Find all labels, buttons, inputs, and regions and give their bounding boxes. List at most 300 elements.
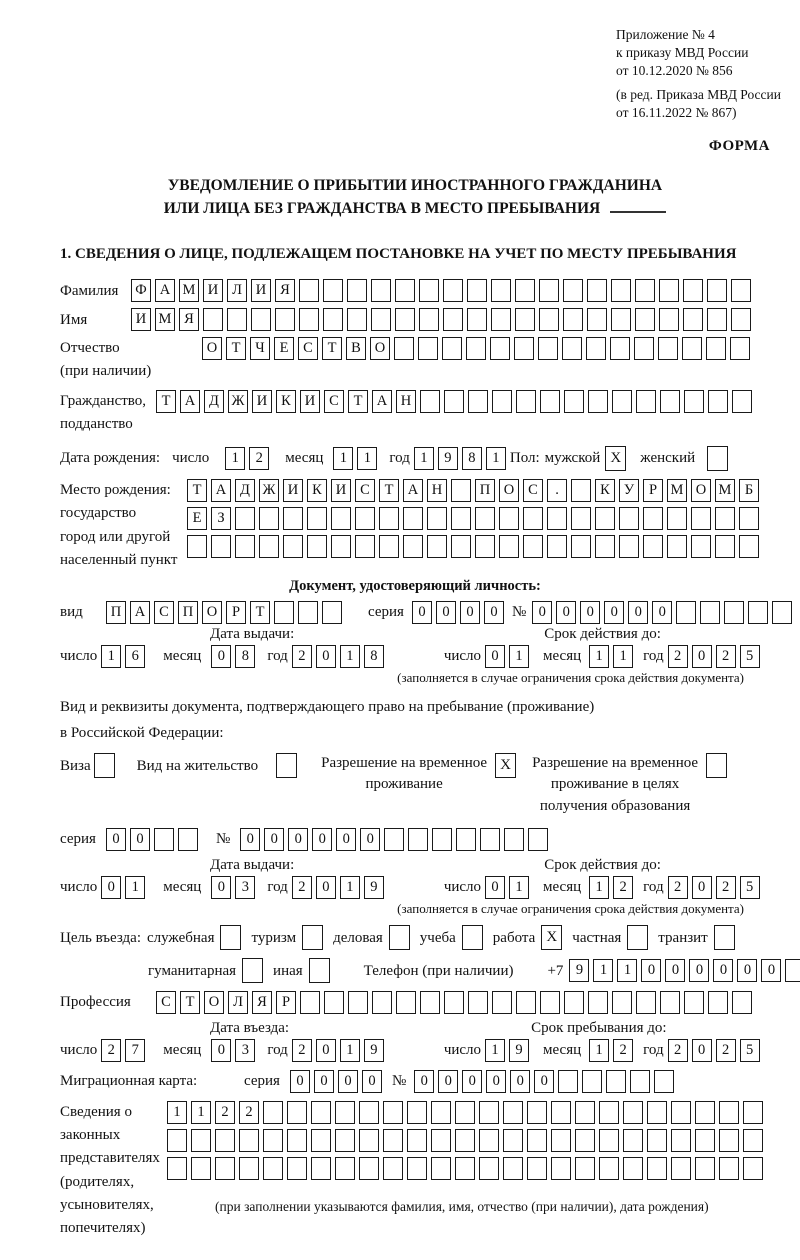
char-cell[interactable] [707, 308, 727, 331]
char-cell[interactable] [371, 308, 391, 331]
char-cell[interactable] [479, 1101, 499, 1124]
char-cell[interactable] [599, 1101, 619, 1124]
char-cell[interactable]: 0 [689, 959, 709, 982]
char-cell[interactable] [612, 390, 632, 413]
char-cell[interactable] [311, 1101, 331, 1124]
char-cell[interactable]: 0 [485, 876, 505, 899]
char-cell[interactable]: Н [396, 390, 416, 413]
char-cell[interactable] [743, 1101, 763, 1124]
char-cell[interactable]: М [715, 479, 735, 502]
char-cell[interactable]: 0 [314, 1070, 334, 1093]
char-cell[interactable] [227, 308, 247, 331]
char-cell[interactable] [383, 1129, 403, 1152]
char-cell[interactable] [564, 991, 584, 1014]
surname-cells[interactable] [131, 279, 755, 302]
phone-cells[interactable] [569, 959, 800, 982]
char-cell[interactable]: И [252, 390, 272, 413]
char-cell[interactable] [503, 1157, 523, 1180]
char-cell[interactable] [191, 1157, 211, 1180]
char-cell[interactable]: . [547, 479, 567, 502]
char-cell[interactable] [540, 390, 560, 413]
char-cell[interactable] [516, 390, 536, 413]
char-cell[interactable]: П [475, 479, 495, 502]
char-cell[interactable] [490, 337, 510, 360]
mig-series-cells[interactable] [290, 1070, 386, 1093]
char-cell[interactable]: Ж [259, 479, 279, 502]
char-cell[interactable]: 0 [556, 601, 576, 624]
char-cell[interactable] [691, 535, 711, 558]
char-cell[interactable]: К [276, 390, 296, 413]
char-cell[interactable] [667, 507, 687, 530]
char-cell[interactable]: Т [322, 337, 342, 360]
char-cell[interactable]: 0 [462, 1070, 482, 1093]
char-cell[interactable] [647, 1101, 667, 1124]
citizenship-cells[interactable] [156, 390, 756, 413]
char-cell[interactable] [523, 507, 543, 530]
char-cell[interactable]: У [619, 479, 639, 502]
char-cell[interactable] [187, 535, 207, 558]
char-cell[interactable]: 2 [668, 1039, 688, 1062]
char-cell[interactable]: О [204, 991, 224, 1014]
char-cell[interactable] [299, 279, 319, 302]
char-cell[interactable]: О [691, 479, 711, 502]
char-cell[interactable]: 2 [716, 876, 736, 899]
char-cell[interactable] [178, 828, 198, 851]
char-cell[interactable]: 0 [130, 828, 150, 851]
char-cell[interactable] [467, 279, 487, 302]
char-cell[interactable]: И [203, 279, 223, 302]
char-cell[interactable] [395, 308, 415, 331]
char-cell[interactable]: 1 [509, 876, 529, 899]
char-cell[interactable] [307, 507, 327, 530]
purpose-tourism-checkbox[interactable] [302, 925, 323, 950]
char-cell[interactable]: 7 [125, 1039, 145, 1062]
char-cell[interactable]: 0 [106, 828, 126, 851]
char-cell[interactable] [359, 1157, 379, 1180]
char-cell[interactable] [700, 601, 720, 624]
char-cell[interactable]: 5 [740, 1039, 760, 1062]
char-cell[interactable]: 2 [292, 876, 312, 899]
birthplace-cells-row1[interactable] [187, 479, 763, 502]
char-cell[interactable]: Б [739, 479, 759, 502]
char-cell[interactable] [724, 601, 744, 624]
char-cell[interactable] [636, 991, 656, 1014]
char-cell[interactable] [443, 308, 463, 331]
char-cell[interactable]: О [499, 479, 519, 502]
char-cell[interactable] [287, 1157, 307, 1180]
char-cell[interactable]: 0 [486, 1070, 506, 1093]
legal-rep-cells-row1[interactable] [167, 1101, 767, 1124]
char-cell[interactable]: А [403, 479, 423, 502]
char-cell[interactable]: 0 [412, 601, 432, 624]
id-series-cells[interactable] [412, 601, 508, 624]
char-cell[interactable] [455, 1157, 475, 1180]
char-cell[interactable] [730, 337, 750, 360]
char-cell[interactable]: 1 [414, 447, 434, 470]
char-cell[interactable] [403, 535, 423, 558]
char-cell[interactable] [203, 308, 223, 331]
char-cell[interactable]: С [324, 390, 344, 413]
char-cell[interactable]: С [523, 479, 543, 502]
char-cell[interactable]: 0 [211, 876, 231, 899]
char-cell[interactable] [571, 535, 591, 558]
char-cell[interactable]: 1 [617, 959, 637, 982]
char-cell[interactable] [431, 1157, 451, 1180]
char-cell[interactable] [739, 507, 759, 530]
char-cell[interactable]: 0 [761, 959, 781, 982]
char-cell[interactable]: 1 [589, 876, 609, 899]
char-cell[interactable] [239, 1129, 259, 1152]
char-cell[interactable]: 0 [628, 601, 648, 624]
char-cell[interactable] [682, 337, 702, 360]
char-cell[interactable] [587, 308, 607, 331]
char-cell[interactable] [395, 279, 415, 302]
char-cell[interactable]: И [251, 279, 271, 302]
char-cell[interactable]: 1 [485, 1039, 505, 1062]
char-cell[interactable] [676, 601, 696, 624]
char-cell[interactable] [636, 390, 656, 413]
char-cell[interactable] [588, 991, 608, 1014]
char-cell[interactable] [431, 1101, 451, 1124]
char-cell[interactable]: 2 [249, 447, 269, 470]
char-cell[interactable] [311, 1129, 331, 1152]
char-cell[interactable]: 0 [312, 828, 332, 851]
char-cell[interactable] [491, 308, 511, 331]
char-cell[interactable] [215, 1129, 235, 1152]
purpose-transit-checkbox[interactable] [714, 925, 735, 950]
char-cell[interactable]: А [180, 390, 200, 413]
char-cell[interactable] [595, 507, 615, 530]
char-cell[interactable]: 8 [462, 447, 482, 470]
char-cell[interactable]: 0 [604, 601, 624, 624]
char-cell[interactable]: Ч [250, 337, 270, 360]
char-cell[interactable]: К [307, 479, 327, 502]
purpose-humanitarian-checkbox[interactable] [242, 958, 263, 983]
char-cell[interactable] [772, 601, 792, 624]
char-cell[interactable] [275, 308, 295, 331]
char-cell[interactable] [731, 308, 751, 331]
char-cell[interactable]: 1 [340, 645, 360, 668]
char-cell[interactable]: Д [235, 479, 255, 502]
char-cell[interactable] [283, 507, 303, 530]
char-cell[interactable]: 0 [692, 876, 712, 899]
char-cell[interactable] [492, 390, 512, 413]
char-cell[interactable] [167, 1157, 187, 1180]
char-cell[interactable] [432, 828, 452, 851]
char-cell[interactable]: 2 [668, 876, 688, 899]
char-cell[interactable] [451, 535, 471, 558]
char-cell[interactable]: И [300, 390, 320, 413]
char-cell[interactable] [547, 535, 567, 558]
char-cell[interactable] [659, 308, 679, 331]
char-cell[interactable] [635, 279, 655, 302]
char-cell[interactable] [427, 535, 447, 558]
char-cell[interactable]: 1 [589, 1039, 609, 1062]
char-cell[interactable] [383, 1157, 403, 1180]
char-cell[interactable] [443, 279, 463, 302]
char-cell[interactable] [311, 1157, 331, 1180]
purpose-study-checkbox[interactable] [462, 925, 483, 950]
char-cell[interactable] [540, 991, 560, 1014]
char-cell[interactable] [671, 1129, 691, 1152]
char-cell[interactable]: 6 [125, 645, 145, 668]
char-cell[interactable] [558, 1070, 578, 1093]
char-cell[interactable] [684, 991, 704, 1014]
char-cell[interactable] [348, 991, 368, 1014]
char-cell[interactable] [442, 337, 462, 360]
res-valid-day-cells[interactable] [485, 876, 533, 899]
char-cell[interactable]: 2 [716, 1039, 736, 1062]
char-cell[interactable]: Л [228, 991, 248, 1014]
char-cell[interactable] [595, 535, 615, 558]
legal-rep-cells-row2[interactable] [167, 1129, 767, 1152]
char-cell[interactable] [748, 601, 768, 624]
char-cell[interactable] [355, 507, 375, 530]
char-cell[interactable] [167, 1129, 187, 1152]
char-cell[interactable] [715, 507, 735, 530]
char-cell[interactable]: 0 [264, 828, 284, 851]
char-cell[interactable]: 0 [362, 1070, 382, 1093]
char-cell[interactable] [347, 279, 367, 302]
char-cell[interactable] [695, 1101, 715, 1124]
purpose-business-checkbox[interactable] [389, 925, 410, 950]
char-cell[interactable] [263, 1129, 283, 1152]
char-cell[interactable]: К [595, 479, 615, 502]
char-cell[interactable] [468, 390, 488, 413]
char-cell[interactable]: Е [187, 507, 207, 530]
char-cell[interactable] [515, 279, 535, 302]
char-cell[interactable] [479, 1129, 499, 1152]
char-cell[interactable] [743, 1129, 763, 1152]
char-cell[interactable] [610, 337, 630, 360]
char-cell[interactable]: А [155, 279, 175, 302]
char-cell[interactable] [287, 1101, 307, 1124]
char-cell[interactable]: Л [227, 279, 247, 302]
char-cell[interactable] [239, 1157, 259, 1180]
char-cell[interactable] [379, 507, 399, 530]
char-cell[interactable] [551, 1129, 571, 1152]
char-cell[interactable]: 0 [414, 1070, 434, 1093]
id-kind-cells[interactable] [106, 601, 346, 624]
char-cell[interactable] [427, 507, 447, 530]
char-cell[interactable]: П [106, 601, 126, 624]
char-cell[interactable] [683, 308, 703, 331]
char-cell[interactable] [492, 991, 512, 1014]
char-cell[interactable] [623, 1157, 643, 1180]
char-cell[interactable]: 9 [364, 876, 384, 899]
char-cell[interactable] [259, 507, 279, 530]
char-cell[interactable] [660, 991, 680, 1014]
char-cell[interactable] [456, 828, 476, 851]
char-cell[interactable]: 2 [613, 1039, 633, 1062]
char-cell[interactable]: 0 [484, 601, 504, 624]
char-cell[interactable] [359, 1129, 379, 1152]
char-cell[interactable]: 0 [460, 601, 480, 624]
char-cell[interactable] [335, 1129, 355, 1152]
char-cell[interactable] [527, 1101, 547, 1124]
char-cell[interactable]: 2 [292, 645, 312, 668]
birthplace-cells-row2[interactable] [187, 507, 763, 530]
char-cell[interactable] [455, 1129, 475, 1152]
char-cell[interactable] [528, 828, 548, 851]
female-checkbox[interactable] [707, 446, 728, 471]
char-cell[interactable]: С [298, 337, 318, 360]
char-cell[interactable] [371, 279, 391, 302]
char-cell[interactable]: 0 [665, 959, 685, 982]
birthplace-cells-row3[interactable] [187, 535, 763, 558]
id-valid-day-cells[interactable] [485, 645, 533, 668]
char-cell[interactable] [355, 535, 375, 558]
char-cell[interactable] [785, 959, 800, 982]
char-cell[interactable]: 2 [215, 1101, 235, 1124]
residence-permit-checkbox[interactable] [276, 753, 297, 778]
char-cell[interactable]: 1 [589, 645, 609, 668]
char-cell[interactable] [671, 1157, 691, 1180]
char-cell[interactable] [300, 991, 320, 1014]
char-cell[interactable]: А [372, 390, 392, 413]
char-cell[interactable] [619, 507, 639, 530]
char-cell[interactable]: 0 [360, 828, 380, 851]
char-cell[interactable] [407, 1129, 427, 1152]
char-cell[interactable] [599, 1129, 619, 1152]
char-cell[interactable] [503, 1101, 523, 1124]
char-cell[interactable]: 5 [740, 645, 760, 668]
char-cell[interactable] [732, 991, 752, 1014]
char-cell[interactable] [562, 337, 582, 360]
char-cell[interactable] [551, 1101, 571, 1124]
char-cell[interactable]: 1 [167, 1101, 187, 1124]
char-cell[interactable] [475, 535, 495, 558]
char-cell[interactable]: 1 [613, 645, 633, 668]
char-cell[interactable]: Я [179, 308, 199, 331]
char-cell[interactable]: 0 [436, 601, 456, 624]
char-cell[interactable] [191, 1129, 211, 1152]
char-cell[interactable]: Т [156, 390, 176, 413]
char-cell[interactable] [732, 390, 752, 413]
char-cell[interactable] [575, 1101, 595, 1124]
char-cell[interactable] [468, 991, 488, 1014]
char-cell[interactable]: 9 [509, 1039, 529, 1062]
char-cell[interactable] [235, 535, 255, 558]
char-cell[interactable]: 3 [235, 876, 255, 899]
char-cell[interactable] [695, 1129, 715, 1152]
char-cell[interactable] [420, 390, 440, 413]
char-cell[interactable]: 0 [692, 645, 712, 668]
char-cell[interactable] [575, 1157, 595, 1180]
char-cell[interactable] [547, 507, 567, 530]
char-cell[interactable]: 0 [336, 828, 356, 851]
char-cell[interactable]: 1 [333, 447, 353, 470]
char-cell[interactable] [527, 1157, 547, 1180]
char-cell[interactable] [298, 601, 318, 624]
char-cell[interactable]: Р [643, 479, 663, 502]
char-cell[interactable] [419, 279, 439, 302]
char-cell[interactable]: 2 [101, 1039, 121, 1062]
char-cell[interactable] [466, 337, 486, 360]
char-cell[interactable] [611, 279, 631, 302]
char-cell[interactable]: 0 [316, 645, 336, 668]
char-cell[interactable] [582, 1070, 602, 1093]
res-valid-month-cells[interactable] [589, 876, 637, 899]
char-cell[interactable] [606, 1070, 626, 1093]
char-cell[interactable] [331, 535, 351, 558]
char-cell[interactable] [359, 1101, 379, 1124]
char-cell[interactable]: 0 [316, 876, 336, 899]
char-cell[interactable] [322, 601, 342, 624]
char-cell[interactable] [563, 308, 583, 331]
char-cell[interactable]: 1 [486, 447, 506, 470]
char-cell[interactable]: 0 [485, 645, 505, 668]
temp-residence-edu-checkbox[interactable] [706, 753, 727, 778]
char-cell[interactable] [499, 535, 519, 558]
stay-year-cells[interactable] [668, 1039, 764, 1062]
char-cell[interactable] [719, 1129, 739, 1152]
char-cell[interactable] [475, 507, 495, 530]
char-cell[interactable]: 2 [292, 1039, 312, 1062]
char-cell[interactable] [611, 308, 631, 331]
patronymic-cells[interactable] [202, 337, 754, 360]
char-cell[interactable] [575, 1129, 595, 1152]
char-cell[interactable] [299, 308, 319, 331]
char-cell[interactable]: 0 [713, 959, 733, 982]
char-cell[interactable]: Т [187, 479, 207, 502]
res-series-cells[interactable] [106, 828, 202, 851]
profession-cells[interactable] [156, 991, 756, 1014]
char-cell[interactable]: 8 [235, 645, 255, 668]
char-cell[interactable] [499, 507, 519, 530]
char-cell[interactable]: 0 [316, 1039, 336, 1062]
char-cell[interactable] [643, 507, 663, 530]
char-cell[interactable] [467, 308, 487, 331]
char-cell[interactable] [635, 308, 655, 331]
char-cell[interactable] [396, 991, 416, 1014]
char-cell[interactable]: С [355, 479, 375, 502]
char-cell[interactable] [719, 1101, 739, 1124]
char-cell[interactable] [707, 279, 727, 302]
char-cell[interactable] [634, 337, 654, 360]
char-cell[interactable] [612, 991, 632, 1014]
char-cell[interactable] [588, 390, 608, 413]
char-cell[interactable] [630, 1070, 650, 1093]
char-cell[interactable] [660, 390, 680, 413]
char-cell[interactable] [647, 1157, 667, 1180]
char-cell[interactable] [323, 279, 343, 302]
char-cell[interactable] [323, 308, 343, 331]
char-cell[interactable]: 0 [211, 645, 231, 668]
char-cell[interactable]: 9 [438, 447, 458, 470]
char-cell[interactable]: 1 [340, 876, 360, 899]
char-cell[interactable] [383, 1101, 403, 1124]
id-issue-day-cells[interactable] [101, 645, 149, 668]
char-cell[interactable] [708, 991, 728, 1014]
char-cell[interactable] [527, 1129, 547, 1152]
char-cell[interactable] [715, 535, 735, 558]
res-valid-year-cells[interactable] [668, 876, 764, 899]
entry-day-cells[interactable] [101, 1039, 149, 1062]
char-cell[interactable] [643, 535, 663, 558]
char-cell[interactable]: 0 [211, 1039, 231, 1062]
char-cell[interactable]: Е [274, 337, 294, 360]
char-cell[interactable] [564, 390, 584, 413]
char-cell[interactable] [586, 337, 606, 360]
char-cell[interactable] [347, 308, 367, 331]
char-cell[interactable]: Т [180, 991, 200, 1014]
char-cell[interactable]: И [331, 479, 351, 502]
char-cell[interactable] [335, 1101, 355, 1124]
temp-residence-checkbox[interactable]: X [495, 753, 516, 778]
char-cell[interactable]: 1 [191, 1101, 211, 1124]
char-cell[interactable]: 2 [613, 876, 633, 899]
